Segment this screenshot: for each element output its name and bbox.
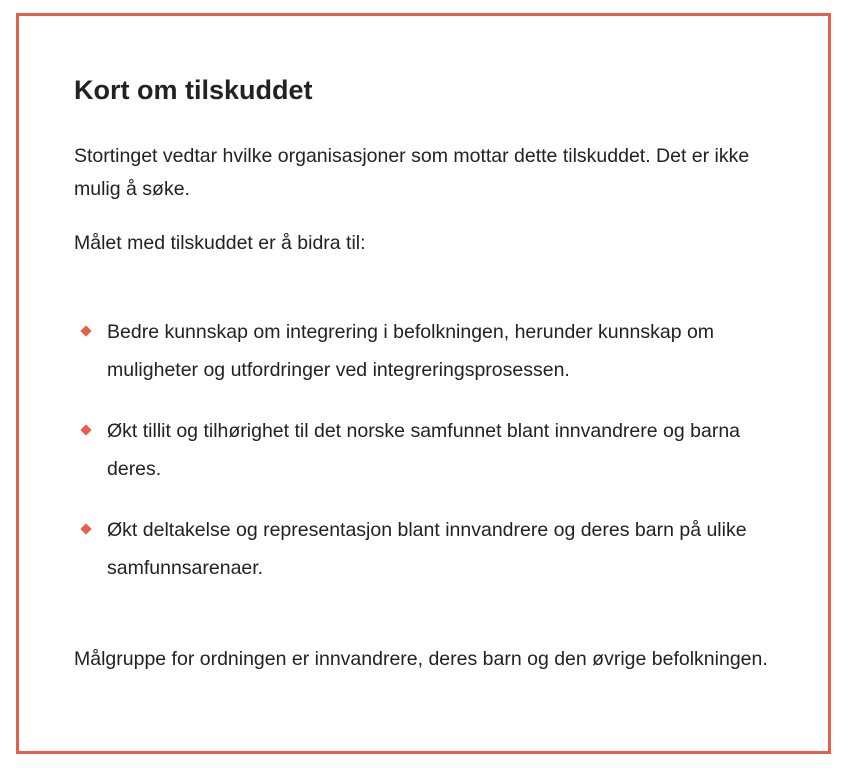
list-item-text: Økt tillit og tilhørighet til det norske samfunnet blant innvandrere og barna deres. <box>107 420 741 480</box>
list-item-text: Bedre kunnskap om integrering i befolkningen, herunder kunnskap om muligheter og utfordringer ved integreringsprosessen. <box>107 321 715 381</box>
list-item <box>74 511 774 587</box>
diamond-bullet-icon <box>80 424 91 435</box>
diamond-bullet-icon <box>80 523 91 534</box>
list-item <box>74 313 774 389</box>
target-group-paragraph: Målgruppe for ordningen er innvandrere, deres barn og den øvrige befolkningen. <box>74 648 768 670</box>
info-box <box>16 13 831 754</box>
section-title: Kort om tilskuddet <box>74 75 313 105</box>
list-item <box>74 412 774 488</box>
goal-lead-paragraph: Målet med tilskuddet er å bidra til: <box>74 232 366 254</box>
diamond-bullet-icon <box>80 325 91 336</box>
list-item-text: Økt deltakelse og representasjon blant innvandrere og deres barn på ulike samfunnsarenaer. <box>107 519 747 579</box>
intro-paragraph: Stortinget vedtar hvilke organisasjoner som mottar dette tilskuddet. Det er ikke mulig å søke. <box>74 145 750 200</box>
